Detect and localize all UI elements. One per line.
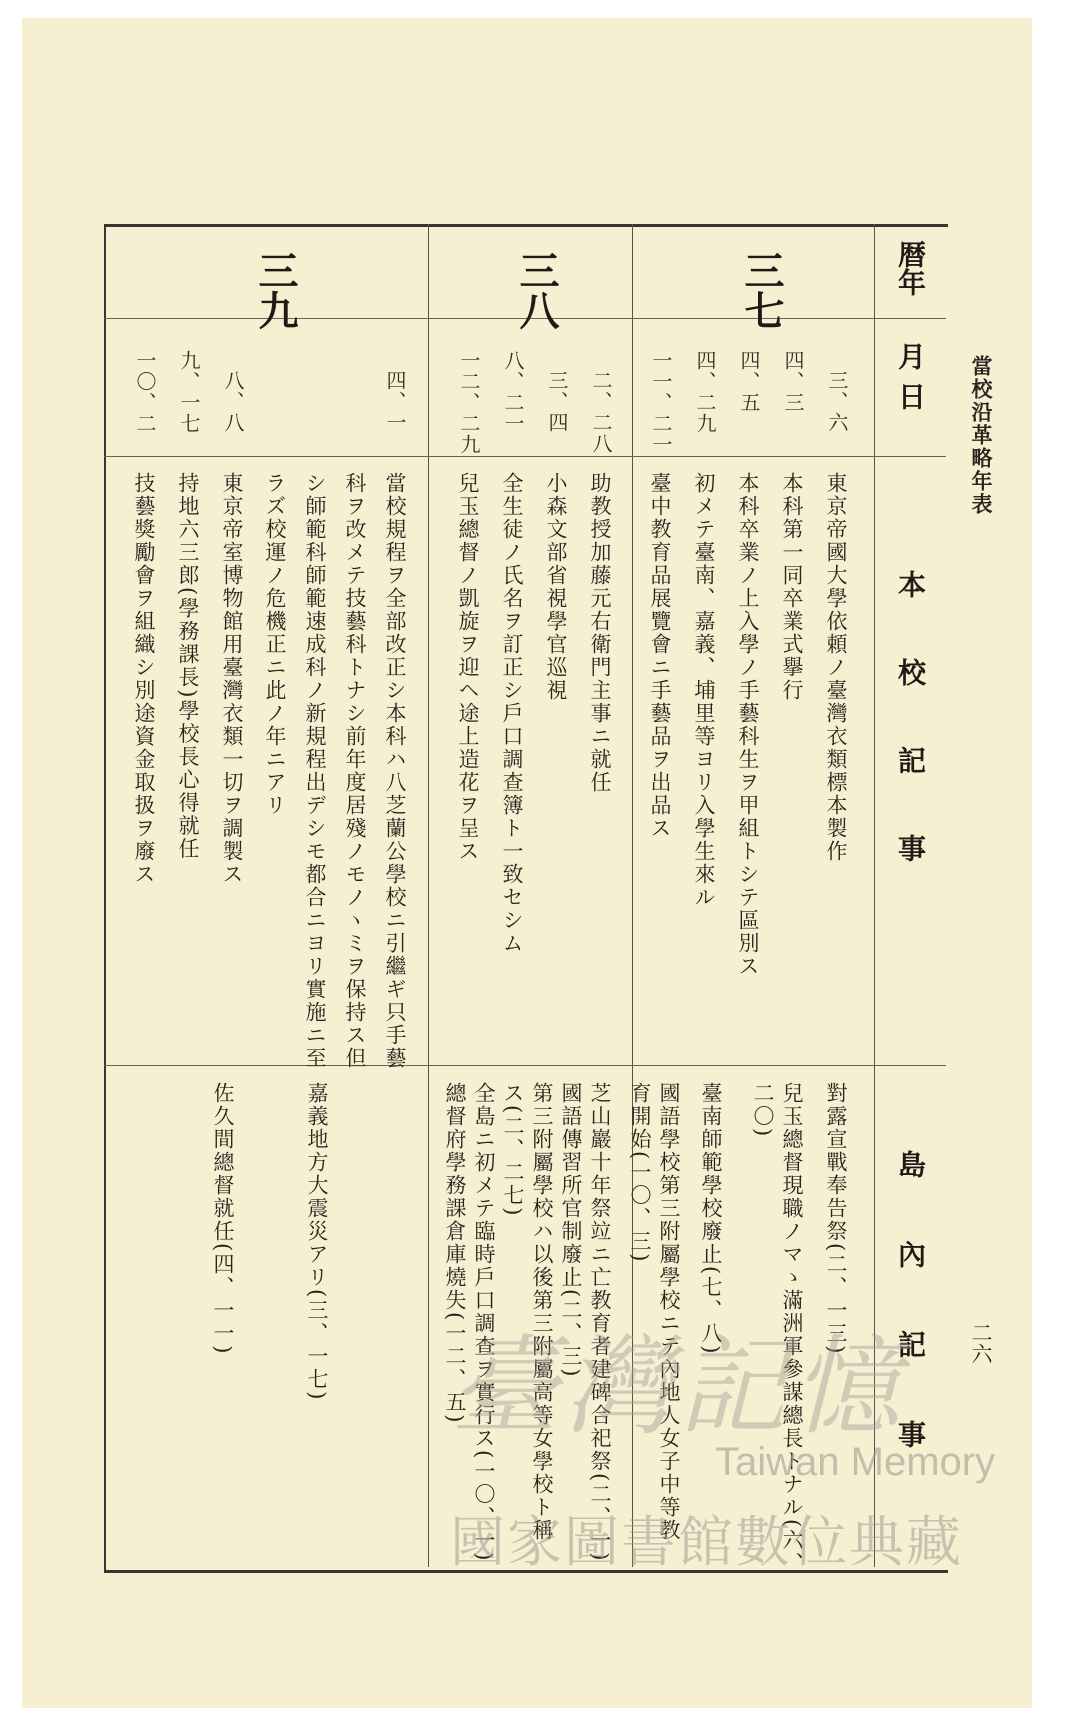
island-37-6: 育開始(一〇、三) <box>628 1082 652 1264</box>
event-37-3: 本科卒業ノ上入學ノ手藝科生ヲ甲組トシテ區別ス <box>736 472 760 978</box>
event-39-3: 持地六三郎(學務課長)學校長心得就任 <box>176 472 200 861</box>
date-38-2: 三、四 <box>545 370 569 433</box>
date-37-4: 四、二九 <box>693 350 717 434</box>
island-38-1: 芝山巖十年祭竝ニ亡教育者建碑合祀祭(二、一) <box>588 1082 612 1563</box>
island-37-1: 對露宣戰奉告祭(二、一三) <box>824 1082 848 1356</box>
year-39: 三九 <box>252 250 299 330</box>
island-39-2: 佐久間總督就任(四、一一) <box>211 1082 235 1356</box>
island-37-4: 臺南師範學校廢止(七、八) <box>699 1082 723 1356</box>
watermark-collection: 國家圖書館數位典藏 <box>450 1510 964 1574</box>
island-37-2: 兒玉總督現職ノマゝ滿洲軍參謀總長トナル(六、 <box>780 1082 804 1576</box>
rule-column-37-38 <box>632 224 633 1567</box>
header-island-events: 島內記事 <box>894 1150 927 1510</box>
date-39-3: 九、一七 <box>177 350 201 434</box>
event-39-1-line-3: シ師範科師範速成科ノ新規程出デシモ都合ニヨリ實施ニ至 <box>303 472 327 1070</box>
date-37-3: 四、五 <box>737 350 761 413</box>
island-39-1: 嘉義地方大震災アリ(三、一七) <box>305 1082 329 1402</box>
header-month-day: 月日 <box>894 342 927 422</box>
island-38-3: 第三附屬學校ハ以後第三附屬高等女學校ト稱 <box>530 1082 554 1542</box>
event-39-4: 技藝獎勵會ヲ組織シ別途資金取扱ヲ廢ス <box>132 472 156 886</box>
rule-header-column <box>874 224 875 1567</box>
watermark-script: 臺灣記憶 <box>450 1325 907 1450</box>
event-39-2: 東京帝室博物館用臺灣衣類一切ヲ調製ス <box>220 472 244 886</box>
event-39-1-line-4: ラズ校運ノ危機正ニ此ノ年ニアリ <box>263 472 287 817</box>
event-37-1: 東京帝國大學依頼ノ臺灣衣類標本製作 <box>824 472 848 863</box>
page-number: 二六 <box>969 1322 993 1364</box>
rule-school-island <box>104 1065 946 1066</box>
date-39-1: 四、一 <box>383 370 407 433</box>
rule-column-38-39 <box>428 224 429 1567</box>
date-39-2: 八、八 <box>221 370 245 433</box>
date-39-4: 一〇、二 <box>133 350 157 434</box>
island-37-3: 二〇) <box>751 1082 775 1139</box>
event-38-2: 小森文部省視學官巡視 <box>544 472 568 702</box>
event-38-4: 兒玉總督ノ凱旋ヲ迎ヘ途上造花ヲ呈ス <box>456 472 480 863</box>
running-title: 當校沿革略年表 <box>969 355 994 516</box>
event-37-5: 臺中教育品展覽會ニ手藝品ヲ出品ス <box>648 472 672 840</box>
island-38-4: ス(二、二七) <box>501 1082 525 1218</box>
rule-after-date-row <box>104 456 946 457</box>
island-38-5: 全島ニ初メテ臨時戶口調查ヲ實行ス(一〇、一) <box>472 1082 496 1563</box>
date-37-1: 三、六 <box>825 370 849 433</box>
header-school-events: 本校記事 <box>894 570 927 922</box>
island-38-6: 總督府學務課倉庫燒失(一二、五) <box>443 1082 467 1425</box>
header-year: 暦年 <box>894 240 927 296</box>
year-37: 三七 <box>738 250 785 330</box>
date-37-2: 四、三 <box>781 350 805 413</box>
watermark-latin: Taiwan Memory <box>715 1440 996 1484</box>
event-37-2: 本科第一同卒業式擧行 <box>780 472 804 702</box>
event-38-3: 全生徒ノ氏名ヲ訂正シ戶口調查簿ト一致セシム <box>500 472 524 955</box>
year-38: 三八 <box>513 250 560 330</box>
date-37-5: 一一、二一 <box>649 350 673 455</box>
date-38-4: 一二、二九 <box>457 350 481 455</box>
event-39-1-line-2: 科ヲ改メテ技藝科トナシ前年度居殘ノモノヽミヲ保持ス但 <box>343 472 367 1070</box>
date-38-3: 八、二一 <box>501 350 525 434</box>
event-39-1-line-1: 當校規程ヲ全部改正シ本科ハ八芝蘭公學校ニ引繼ギ只手藝 <box>383 472 407 1070</box>
event-38-1: 助教授加藤元右衛門主事ニ就任 <box>588 472 612 794</box>
island-37-5: 國語學校第三附屬學校ニテ內地人女子中等教 <box>657 1082 681 1542</box>
island-38-2: 國語傳習所官制廢止(二、三) <box>559 1082 583 1379</box>
event-37-4: 初メテ臺南、嘉義、埔里等ヨリ入學生來ル <box>692 472 716 909</box>
date-38-1: 二、二八 <box>589 370 613 454</box>
